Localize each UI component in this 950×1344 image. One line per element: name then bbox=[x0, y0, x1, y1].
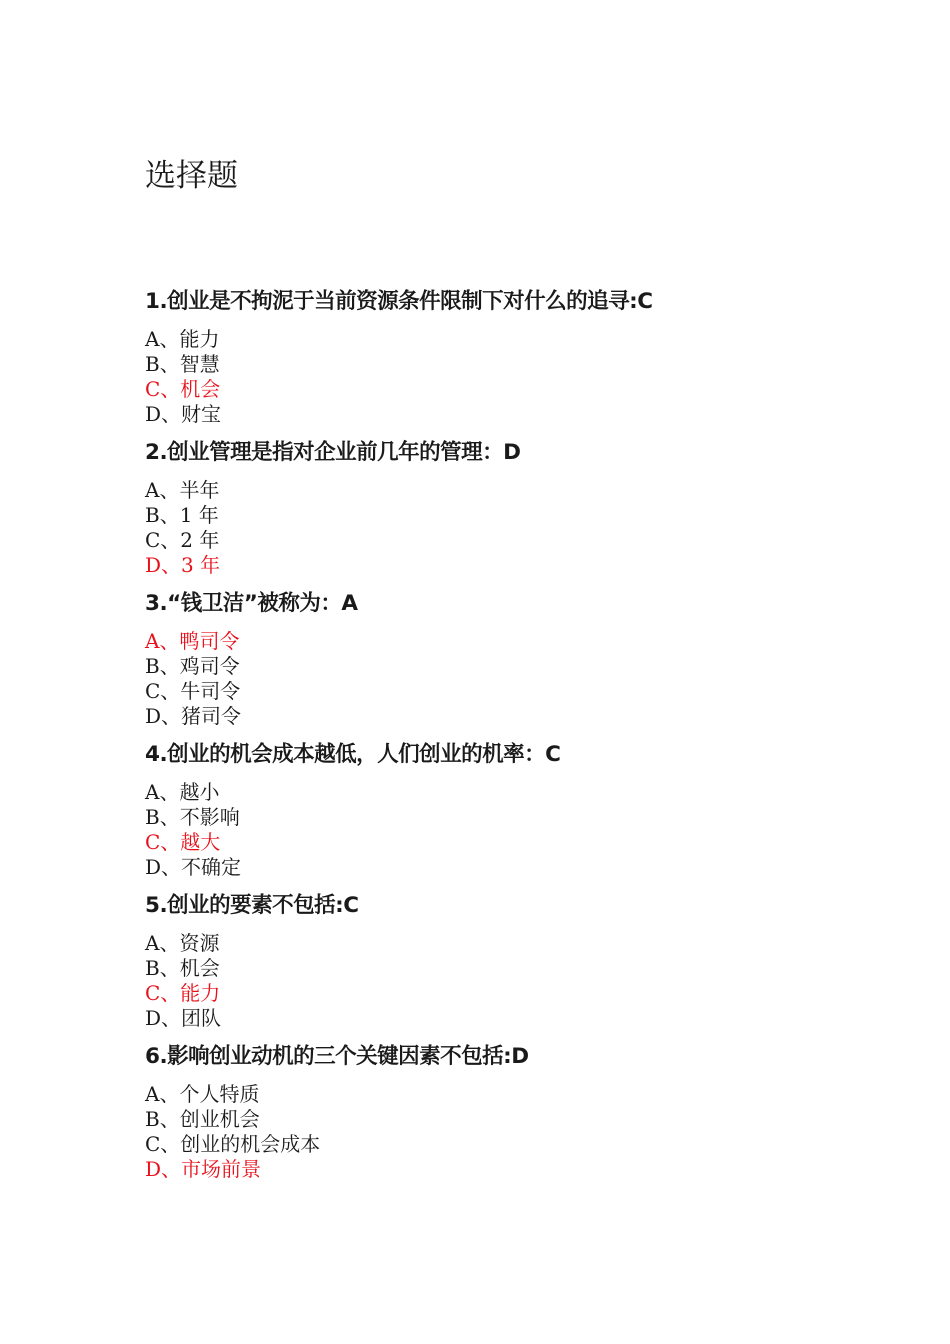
question-title: 4.创业的机会成本越低，人们创业的机率：C bbox=[145, 742, 561, 767]
question-block bbox=[145, 439, 845, 578]
question-block bbox=[145, 892, 845, 1031]
option: B、1 年 bbox=[145, 503, 219, 527]
option: B、鸡司令 bbox=[145, 654, 240, 678]
option: D、团队 bbox=[145, 1006, 222, 1030]
question-block bbox=[145, 288, 845, 427]
question-block bbox=[145, 1043, 845, 1182]
option: A、个人特质 bbox=[145, 1082, 260, 1106]
option-correct: A、鸭司令 bbox=[145, 629, 240, 653]
option: B、不影响 bbox=[145, 805, 240, 829]
option: D、猪司令 bbox=[145, 704, 242, 728]
option-correct: C、能力 bbox=[145, 981, 221, 1005]
question-title: 5.创业的要素不包括:C bbox=[145, 893, 359, 918]
question-title: 2.创业管理是指对企业前几年的管理：D bbox=[145, 440, 521, 465]
option-correct: D、市场前景 bbox=[145, 1157, 262, 1181]
option: B、创业机会 bbox=[145, 1107, 260, 1131]
page-title: 选择题 bbox=[145, 158, 238, 194]
option: D、财宝 bbox=[145, 402, 222, 426]
option-correct: C、机会 bbox=[145, 377, 221, 401]
question-block bbox=[145, 741, 845, 880]
question-title: 1.创业是不拘泥于当前资源条件限制下对什么的追寻:C bbox=[145, 289, 653, 314]
option: B、智慧 bbox=[145, 352, 220, 376]
option: C、创业的机会成本 bbox=[145, 1132, 321, 1156]
option: A、半年 bbox=[145, 478, 220, 502]
option: D、不确定 bbox=[145, 855, 242, 879]
option: C、2 年 bbox=[145, 528, 220, 552]
question-title: 6.影响创业动机的三个关键因素不包括:D bbox=[145, 1044, 529, 1069]
option: C、牛司令 bbox=[145, 679, 241, 703]
option: A、资源 bbox=[145, 931, 220, 955]
option: B、机会 bbox=[145, 956, 220, 980]
question-title: 3.“钱卫洁”被称为：A bbox=[145, 591, 358, 616]
option: A、能力 bbox=[145, 327, 220, 351]
option-correct: D、3 年 bbox=[145, 553, 221, 577]
option-correct: C、越大 bbox=[145, 830, 221, 854]
question-list bbox=[145, 288, 845, 1194]
question-block bbox=[145, 590, 845, 729]
option: A、越小 bbox=[145, 780, 220, 804]
